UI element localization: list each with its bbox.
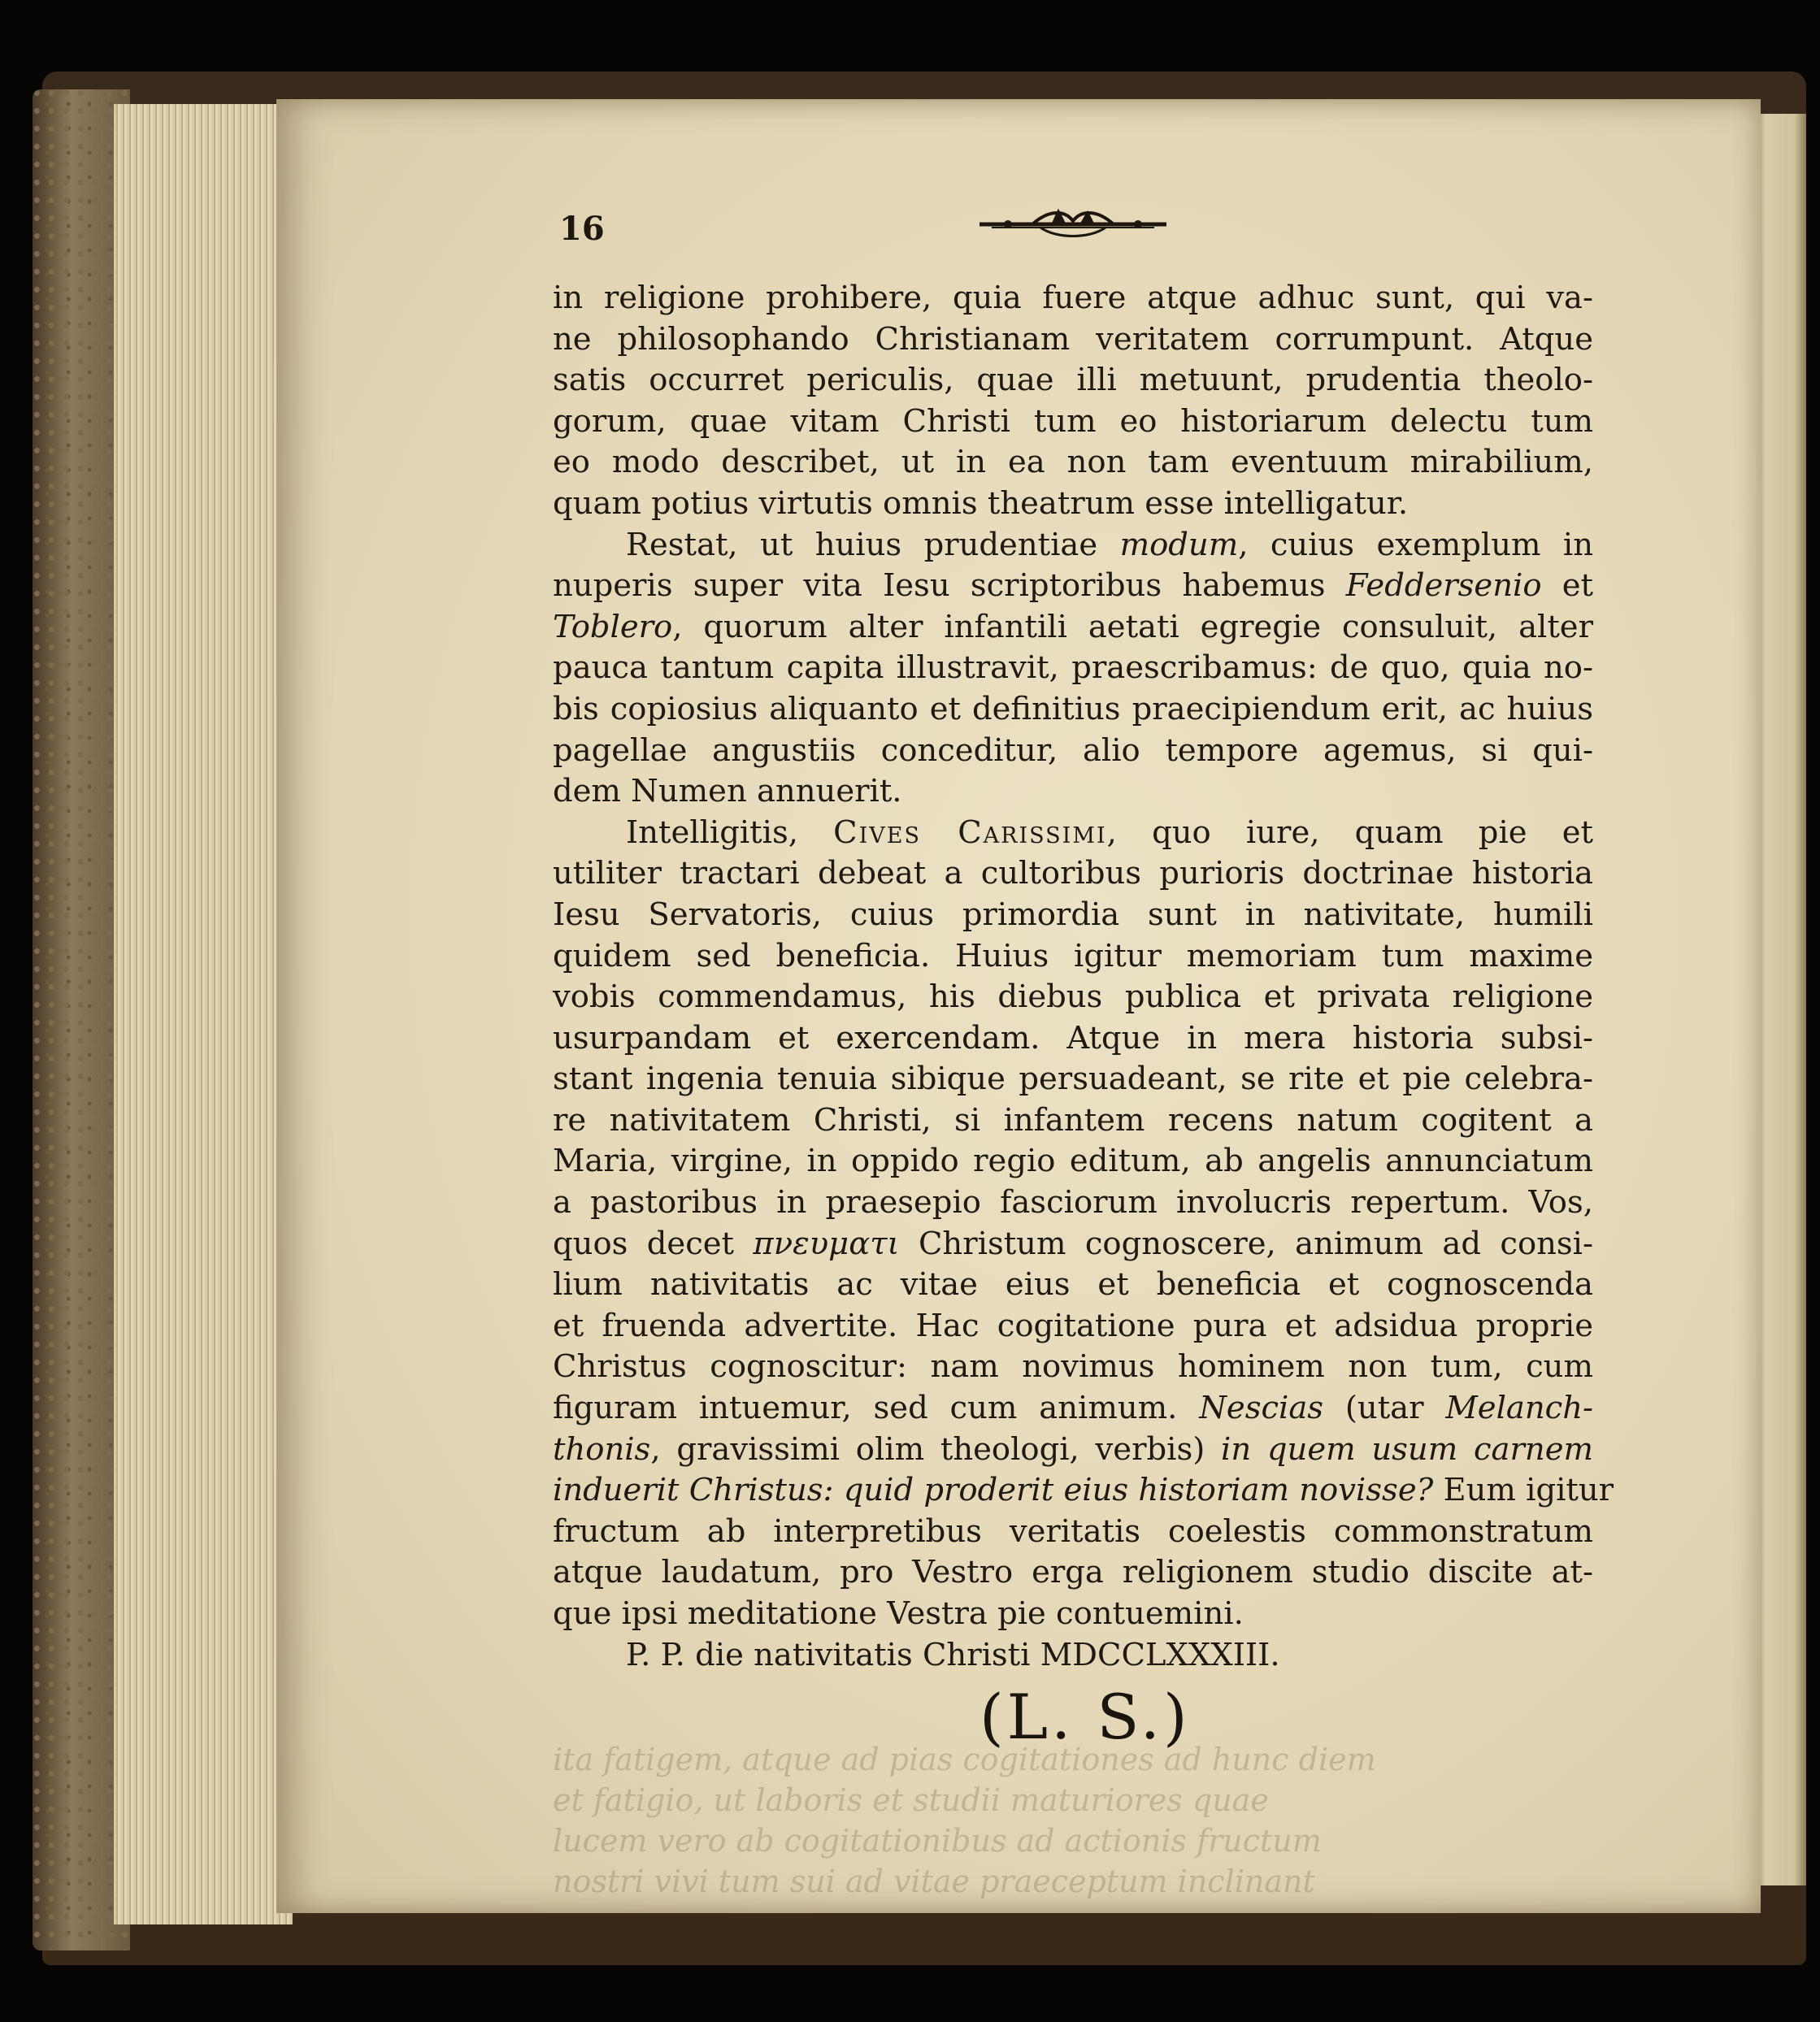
text-segment: quos decet [553, 1225, 754, 1262]
text-line [553, 1470, 1614, 1512]
text-line [553, 1430, 1593, 1471]
text-segment: quam potius virtutis omnis theatrum esse intelligatur. [553, 484, 1409, 522]
text-line [553, 278, 1593, 319]
italic-text: induerit Christus: quid proderit eius historiam novisse? [553, 1472, 1434, 1509]
text-segment: (utar [1323, 1390, 1446, 1427]
text-segment: eo modo describet, ut in ea non tam eventuum mirabilium, [553, 444, 1593, 481]
text-segment: , gravissimi olim theologi, verbis) [650, 1430, 1221, 1468]
text-segment: Intelligitis, [626, 814, 834, 851]
ornament-icon [975, 203, 1171, 244]
italic-text: πνευματι [753, 1225, 900, 1262]
text-segment: que ipsi meditatione Vestra pie contuemini. [553, 1595, 1244, 1632]
text-segment: lium nativitatis ac vitae eius et beneficia et cognoscenda [553, 1266, 1593, 1304]
bleed-line: nostri vivi tum sui ad vitae praeceptum inclinant [553, 1864, 1315, 1899]
text-segment: et [1541, 567, 1593, 605]
text-line [553, 977, 1593, 1018]
text-line [553, 1594, 1593, 1635]
text-line [553, 566, 1593, 607]
text-segment: et fruenda advertite. Hac cogitatione pura et adsidua proprie [553, 1307, 1593, 1344]
text-segment: re nativitatem Christi, si infantem recens natum cogitent a [553, 1101, 1593, 1139]
text-segment: dem Numen annuerit. [553, 773, 902, 810]
seal-mark: (L. S.) [979, 1681, 1191, 1753]
text-line [553, 813, 1593, 854]
text-segment: , quo iure, quam pie et [1106, 814, 1594, 851]
text-segment: Eum igitur [1433, 1472, 1614, 1509]
italic-text: Melanch- [1445, 1390, 1594, 1427]
text-segment: Christus cognoscitur: nam novimus hominem non tum, cum [553, 1348, 1593, 1386]
text-segment: pagellae angustiis conceditur, alio tempore agemus, si qui- [553, 731, 1593, 769]
text-segment: nuperis super vita Iesu scriptoribus habemus [553, 567, 1346, 605]
text-segment: bis copiosius aliquanto et definitius praecipiendum erit, ac huius [553, 690, 1593, 727]
text-line [553, 936, 1593, 978]
italic-text: in quem usum carnem [1221, 1430, 1593, 1468]
text-line [553, 1100, 1593, 1142]
text-segment: Christum cognoscere, animum ad consi- [899, 1225, 1594, 1262]
italic-text: modum [1119, 526, 1239, 563]
text-line [553, 895, 1593, 936]
text-line [553, 1265, 1593, 1306]
text-line [553, 689, 1593, 731]
text-line [553, 1512, 1593, 1553]
text-line [553, 1388, 1593, 1430]
text-line [553, 1347, 1593, 1388]
text-segment: quidem sed beneficia. Huius igitur memoriam tum maxime [553, 937, 1593, 974]
text-segment: Iesu Servatoris, cuius primordia sunt in nativitate, humili [553, 896, 1593, 933]
text-segment: fructum ab interpretibus veritatis coelestis commonstratum [553, 1512, 1593, 1550]
text-segment: , cuius exemplum in [1238, 526, 1594, 563]
text-line [553, 1059, 1593, 1100]
italic-text: Feddersenio [1345, 567, 1542, 605]
text-line [553, 319, 1593, 361]
text-segment: usurpandam et exercendam. Atque in mera historia subsi- [553, 1019, 1593, 1057]
text-line [553, 1635, 1593, 1677]
text-line [553, 525, 1593, 566]
page-number: 16 [559, 210, 605, 248]
small-caps-text: Cives Carissimi [833, 814, 1107, 851]
text-segment: Restat, ut huius prudentiae [626, 526, 1120, 563]
text-line [553, 484, 1593, 525]
text-segment: satis occurret periculis, quae illi metuunt, prudentia theolo- [553, 362, 1593, 399]
text-segment: Maria, virgine, in oppido regio editum, ab angelis annunciatum [553, 1143, 1593, 1180]
text-line [553, 1224, 1593, 1265]
page-stack [114, 104, 293, 1924]
text-segment: vobis commendamus, his diebus publica et privata religione [553, 978, 1593, 1016]
text-line [553, 442, 1593, 484]
bleed-line: et fatigio, ut laboris et studii maturiores quae [553, 1782, 1269, 1818]
text-segment: a pastoribus in praesepio fasciorum involucris repertum. Vos, [553, 1184, 1593, 1221]
text-line [553, 648, 1593, 689]
text-segment: gorum, quae vitam Christi tum eo historiarum delectu tum [553, 402, 1593, 440]
text-line [553, 1141, 1593, 1182]
bleed-line: lucem vero ab cogitationibus ad actionis fructum [553, 1823, 1322, 1859]
text-segment: utiliter tractari debeat a cultoribus purioris doctrinae historia [553, 855, 1593, 892]
text-line [553, 1182, 1593, 1224]
text-line [553, 771, 1593, 813]
text-segment: figuram intuemur, sed cum animum. [553, 1390, 1200, 1427]
text-line [553, 853, 1593, 895]
text-line [553, 607, 1593, 649]
text-segment: in religione prohibere, quia fuere atque adhuc sunt, qui va- [553, 280, 1593, 316]
text-line [553, 1018, 1593, 1060]
italic-text: Nescias [1199, 1390, 1324, 1427]
text-segment: P. P. die nativitatis Christi MDCCLXXXIII. [626, 1636, 1280, 1673]
text-line [553, 1306, 1593, 1347]
italic-text: thonis [553, 1430, 651, 1468]
text-line [553, 731, 1593, 772]
text-line [553, 401, 1593, 443]
text-segment: ne philosophando Christianam veritatem corrumpunt. Atque [553, 320, 1593, 358]
text-line [553, 1552, 1593, 1594]
body-text [553, 278, 1614, 1676]
italic-text: Toblero [553, 608, 673, 645]
text-segment: pauca tantum capita illustravit, praescribamus: de quo, quia no- [553, 649, 1593, 687]
bleed-through-text [553, 1739, 1593, 1902]
text-segment: stant ingenia tenuia sibique persuadeant, se rite et pie celebra- [553, 1061, 1593, 1098]
text-segment: atque laudatum, pro Vestro erga religionem studio discite at- [553, 1554, 1593, 1591]
text-segment: , quorum alter infantili aetati egregie consuluit, alter [672, 608, 1593, 645]
text-line [553, 360, 1593, 401]
bleed-line: ita fatigem, atque ad pias cogitationes ad hunc diem [553, 1742, 1376, 1777]
